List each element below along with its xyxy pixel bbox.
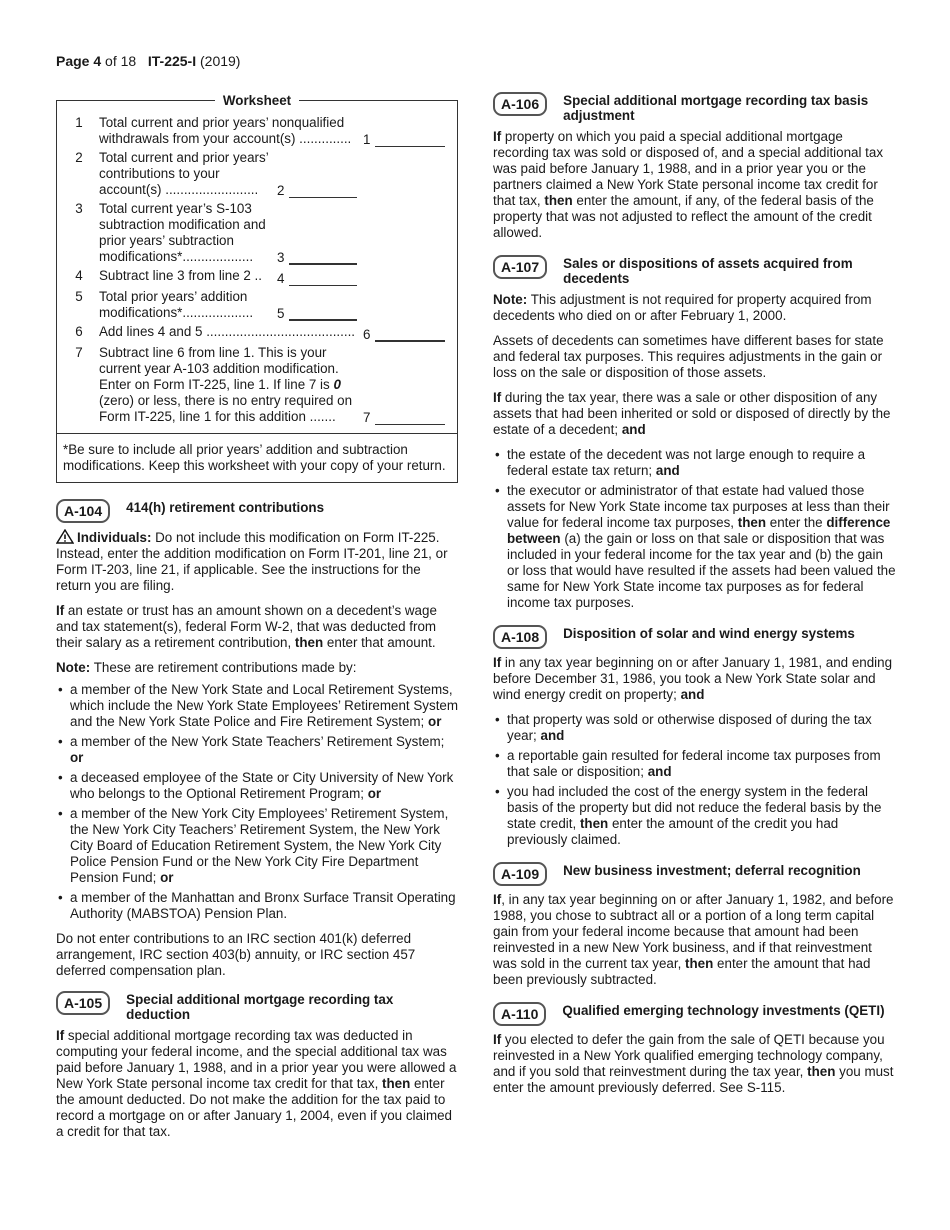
a104-bullet-list (56, 682, 458, 922)
a109-para: If, in any tax year beginning on or after January 1, 1982, and before 1988, you chose to subtract all or a portion of a long term capital gain from your federal income because that amount had been reinvested in a new New York business, and if that reinvestment was sold in the current tax year, then enter the amount that had been previously subtracted. (493, 892, 894, 987)
row-ref: 3 (277, 250, 285, 265)
worksheet-row (63, 268, 451, 286)
list-item: • you had included the cost of the energy system in the federal basis of the property but did not reduce the federal basis by the state credit, then enter the amount of the credit you had previously claimed. (493, 784, 898, 848)
list-item: • the estate of the decedent was not large enough to require a federal estate tax return; and (493, 447, 898, 479)
row-text: Subtract line 3 from line 2 .. (99, 268, 262, 283)
list-item: • a member of the New York State and Local Retirement Systems, which include the New York State Employees’ Retirement System and the New York State Police and Fire Retirement System; or (56, 682, 458, 730)
a104-badge: A-104 (56, 499, 110, 523)
a106-title: Special additional mortgage recording tax basis adjustment (563, 93, 869, 123)
form-number: IT-225-I (147, 53, 197, 69)
a108-title: Disposition of solar and wind energy systems (563, 626, 855, 641)
right-column (493, 92, 898, 1105)
a109-title: New business investment; deferral recognition (563, 863, 861, 878)
a107-if-para: If during the tax year, there was a sale or other disposition of any assets that had been inherited or sold or disposed of directly by the estate of a decedent; and (493, 390, 891, 437)
row-ref: 6 (363, 327, 371, 342)
a107-badge: A-107 (493, 255, 547, 279)
list-item: • a member of the Manhattan and Bronx Surface Transit Operating Authority (MABSTOA) Pension Plan. (56, 890, 458, 922)
a108-heading (493, 625, 898, 649)
a107-heading (493, 255, 898, 286)
a105-badge: A-105 (56, 991, 110, 1015)
zero-text: 0 (333, 377, 341, 392)
row-number: 6 (75, 324, 83, 339)
worksheet-row (63, 345, 451, 425)
worksheet-note: *Be sure to include all prior years’ addition and subtraction modifications. Keep this worksheet with your copy of your return. (57, 433, 457, 474)
a109-badge: A-109 (493, 862, 547, 886)
list-item: • a reportable gain resulted for federal income tax purposes from that sale or disposition; and (493, 748, 898, 780)
row-number: 4 (75, 268, 83, 283)
warning-icon (56, 529, 74, 544)
a104-exclusion-para: Do not enter contributions to an IRC section 401(k) deferred arrangement, IRC section 403(b) annuity, or IRC section 457 deferred compensation plan. (56, 931, 416, 978)
a110-heading (493, 1002, 898, 1026)
row-ref: 7 (363, 410, 371, 425)
row-number: 7 (75, 345, 83, 360)
row-text: Total prior years’ addition modifications*................... (99, 289, 254, 320)
a104-heading (56, 499, 458, 523)
a107-note-para: Note: This adjustment is not required for property acquired from decedents who died on or after February 1, 2000. (493, 292, 872, 323)
page-word: Page (56, 53, 90, 69)
worksheet-row (63, 289, 451, 321)
a104-estate-para: If an estate or trust has an amount shown on a decedent’s wage and tax statement(s), federal Form W-2, that was deducted from their salary as a retirement contribution, then enter that amount. (56, 603, 437, 650)
page-header (56, 53, 240, 69)
a104-individuals-para: Individuals: Do not include this modification on Form IT-225. Instead, enter the addition modification on Form IT-201, line 21, or Form IT-203, line 21, if applicable. See the instructions for the return you are filing. (56, 530, 448, 593)
a110-para: If you elected to defer the gain from the sale of QETI because you reinvested in a New York qualified emerging technology company, and if you sold that reinvestment during the tax year, then you must enter the amount previously deferred. See S-115. (493, 1032, 894, 1095)
line-7-entry[interactable] (375, 411, 445, 425)
worksheet-title: Worksheet (215, 93, 299, 108)
a106-para: If property on which you paid a special additional mortgage recording tax was sold or disposed of, and a special additional tax was paid before January 1, 1988, and in a prior year you or the partners claimed a New York State personal income tax credit for that tax, then enter the amount, if any, of the federal basis of the property that was not adjusted to reflect the amount of the credit allowed. (493, 129, 884, 240)
worksheet-row (63, 201, 451, 265)
row-ref: 1 (363, 132, 371, 147)
worksheet (56, 93, 458, 483)
worksheet-row (63, 150, 451, 198)
a110-title: Qualified emerging technology investments (QETI) (562, 1003, 885, 1018)
worksheet-row (63, 324, 451, 342)
a105-title: Special additional mortgage recording tax deduction (126, 992, 394, 1022)
left-column (56, 90, 458, 1149)
a105-heading (56, 991, 458, 1022)
a107-title: Sales or dispositions of assets acquired from decedents (563, 256, 853, 286)
a106-heading (493, 92, 898, 123)
worksheet-row (63, 115, 451, 147)
line-4-entry[interactable] (289, 272, 357, 286)
line-2-entry[interactable] (289, 184, 357, 198)
list-item: • a member of the New York State Teachers’ Retirement System; or (56, 734, 458, 766)
page-of: of 18 (105, 53, 137, 69)
list-item: • a member of the New York City Employees’ Retirement System, the New York City Teachers’ Retirement System, the New York City Board of Education Retirement System, the New York City Police Pension Fund or the New York City Fire Department Pension Fund; or (56, 806, 458, 886)
row-number: 5 (75, 289, 83, 304)
a108-bullet-list (493, 712, 898, 848)
row-text: Total current and prior years’ contributions to your account(s) ......................... (99, 150, 269, 197)
row-text-cont: (zero) or less, there is no entry required on Form IT-225, line 1 for this addition ....... (99, 393, 353, 424)
line-5-entry[interactable] (289, 306, 357, 321)
row-text: Total current and prior years’ nonqualified withdrawals from your account(s) .............. (99, 115, 352, 146)
row-ref: 2 (277, 183, 285, 198)
row-ref: 4 (277, 271, 285, 286)
list-item: • the executor or administrator of that estate had valued those assets for New York State income tax purposes at less than their value for federal income tax purposes, then enter the difference between (a) the gain or loss on that sale or disposition that was included in your federal income for the tax year and (b) the gain or loss that would have resulted if the assets had been valued the same for New York State income tax purposes as for federal income tax purposes. (493, 483, 898, 611)
row-text: Add lines 4 and 5 ........................................ (99, 324, 356, 339)
a108-para: If in any tax year beginning on or after January 1, 1981, and ending before December 31, 1986, you took a New York State solar and wind energy credit on property; and (493, 655, 893, 702)
a107-bases-para: Assets of decedents can sometimes have different bases for state and federal tax purposes. This requires adjustments in the gain or loss on the sale or disposition of those assets. (493, 333, 884, 380)
line-6-entry[interactable] (375, 327, 445, 342)
form-year: (2019) (200, 53, 241, 69)
a108-badge: A-108 (493, 625, 547, 649)
a106-badge: A-106 (493, 92, 547, 116)
a107-bullet-list (493, 447, 898, 611)
page-number: 4 (93, 53, 102, 69)
row-text: Total current year’s S-103 subtraction modification and prior years’ subtraction modifications*................... (99, 201, 266, 264)
line-3-entry[interactable] (289, 250, 357, 265)
row-ref: 5 (277, 306, 285, 321)
a104-title: 414(h) retirement contributions (126, 500, 325, 515)
a109-heading (493, 862, 898, 886)
a104-note-para: Note: These are retirement contributions made by: (56, 660, 357, 675)
row-text: Subtract line 6 from line 1. This is your current year A-103 addition modification. Enter on Form IT-225, line 1. If line 7 is (99, 345, 339, 392)
list-item: • a deceased employee of the State or City University of New York who belongs to the Optional Retirement Program; or (56, 770, 458, 802)
a110-badge: A-110 (493, 1002, 546, 1026)
row-number: 3 (75, 201, 83, 216)
a105-para: If special additional mortgage recording tax was deducted in computing your federal income, and the special additional tax was paid before January 1, 1988, and in a prior year you were allowed a New York State personal income tax credit for that tax, then enter the amount deducted. Do not make the addition for the tax paid to record a mortgage on or after January 1, 2004, even if you claimed a credit for that tax. (56, 1028, 457, 1139)
row-number: 2 (75, 150, 83, 165)
list-item: • that property was sold or otherwise disposed of during the tax year; and (493, 712, 898, 744)
line-1-entry[interactable] (375, 133, 445, 147)
row-number: 1 (75, 115, 83, 130)
